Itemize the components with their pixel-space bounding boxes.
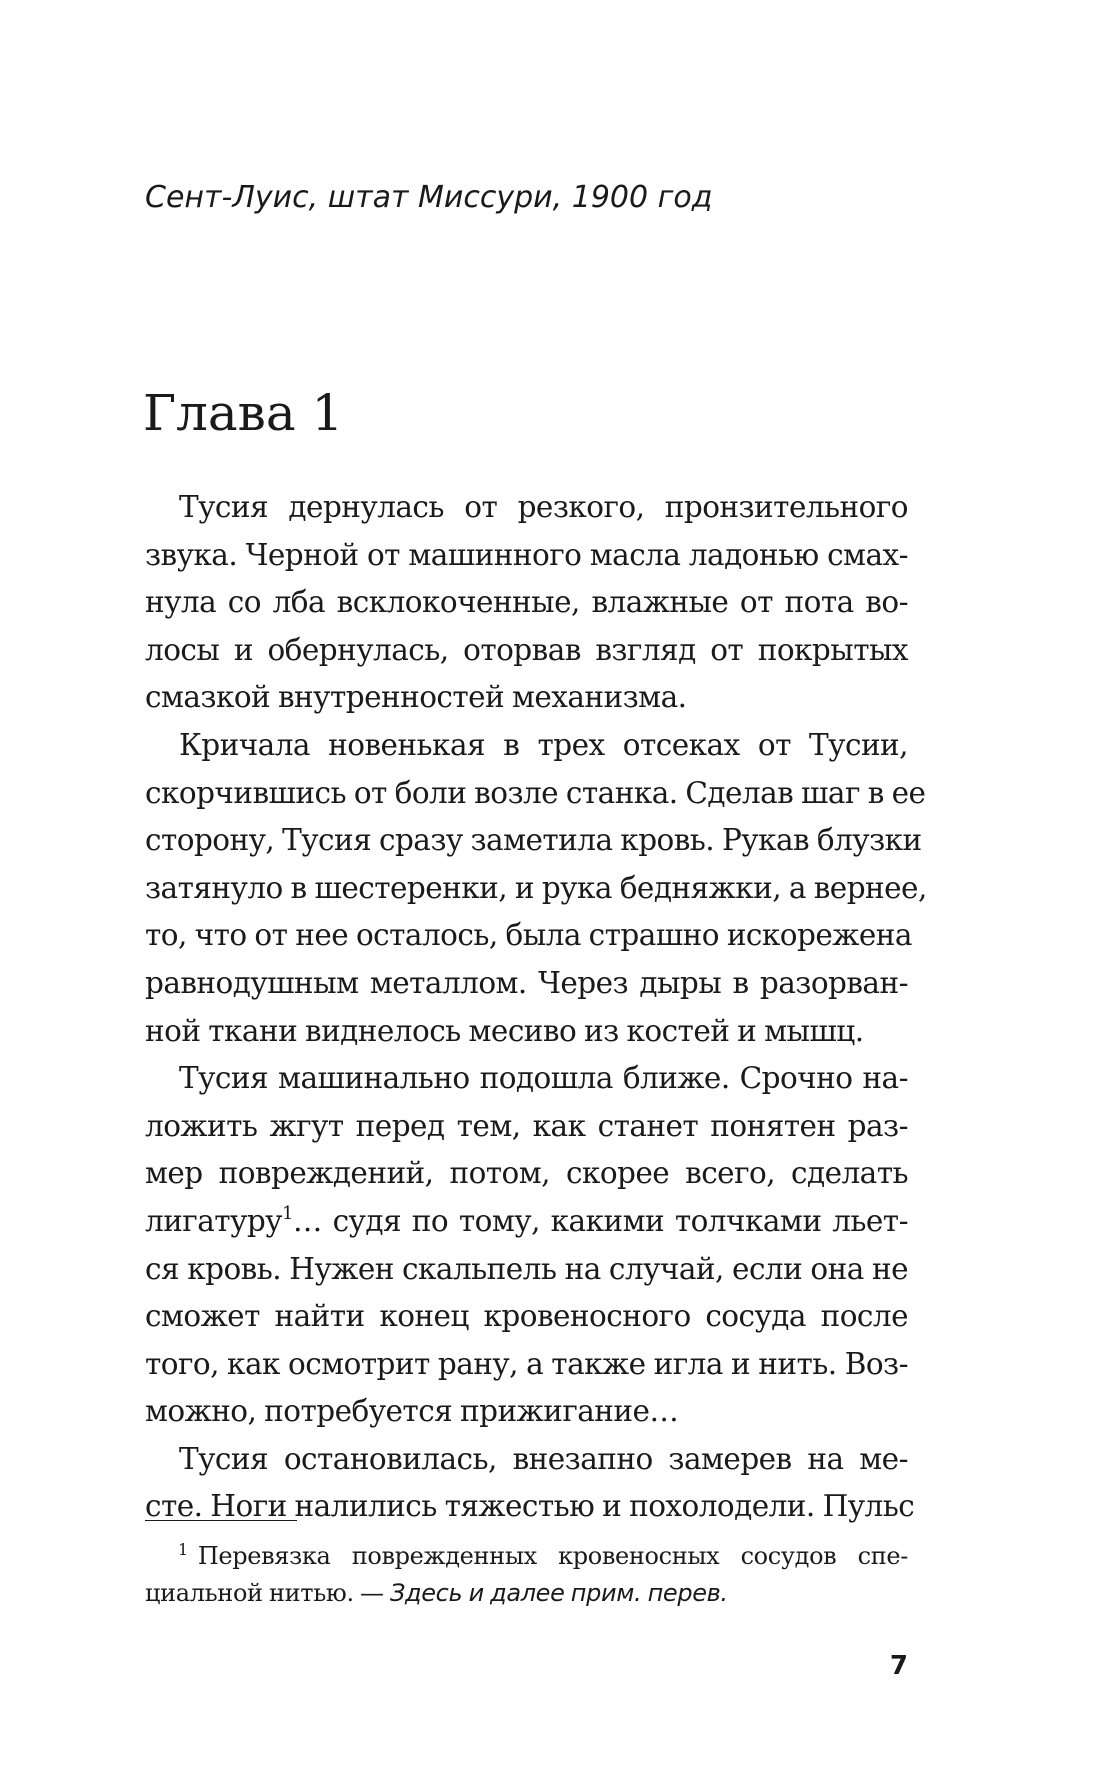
footnote <box>145 1538 908 1612</box>
page-number: 7 <box>889 1651 908 1681</box>
text-line: Тусия машинально подошла ближе. Срочно на- <box>179 1061 908 1096</box>
text-line: сторону, Тусия сразу заметила кровь. Рукав блузки <box>145 823 922 858</box>
text-line: затянуло в шестеренки, и рука бедняжки, а вернее, <box>145 870 927 905</box>
text-line: ложить жгут перед тем, как станет понятен раз- <box>145 1108 908 1143</box>
text-line: лосы и обернулась, оторвав взгляд от покрытых <box>145 632 908 667</box>
text-line: равнодушным металлом. Через дыры в разорван- <box>145 965 908 1000</box>
text-line-rest: … судя по тому, какими толчками льет- <box>292 1203 908 1238</box>
text-line: сможет найти конец кровеносного сосуда после <box>145 1299 908 1334</box>
text-line: нула со лба всклокоченные, влажные от пота во- <box>145 585 908 620</box>
chapter-text <box>145 484 927 1531</box>
text-line-with-footnote <box>145 1198 908 1246</box>
text-line: сте. Ноги налились тяжестью и похолодели. Пульс <box>145 1489 915 1524</box>
text-line: ной ткани виднелось месиво из костей и мышц. <box>145 1013 864 1048</box>
footnote-line <box>145 1575 908 1612</box>
footnote-number: 1 <box>178 1540 188 1559</box>
footnoted-word: лигатуру <box>145 1203 282 1238</box>
footnote-separator <box>145 1520 297 1521</box>
footnote-attribution: Здесь и далее прим. перев. <box>389 1579 728 1607</box>
text-line: ся кровь. Нужен скальпель на случай, если она не <box>145 1251 908 1286</box>
text-line: смазкой внутренностей механизма. <box>145 680 687 715</box>
chapter-title: Глава 1 <box>143 384 344 442</box>
text-line: скорчившись от боли возле станка. Сделав шаг в ее <box>145 775 926 810</box>
footnote-text: Перевязка поврежденных кровеносных сосудов спе- <box>197 1542 908 1570</box>
text-line: можно, потребуется прижигание… <box>145 1394 679 1429</box>
footnote-text: циальной нитью. — <box>145 1579 390 1607</box>
text-line: того, как осмотрит рану, а также игла и нить. Воз- <box>145 1346 908 1381</box>
footnote-line <box>145 1538 908 1575</box>
text-line: звука. Черной от машинного масла ладонью смах- <box>145 537 908 572</box>
text-line: Кричала новенькая в трех отсеках от Тусии, <box>179 727 908 762</box>
text-line: Тусия дернулась от резкого, пронзительного <box>179 490 908 524</box>
text-line: мер повреждений, потом, скорее всего, сделать <box>145 1156 908 1191</box>
text-line: то, что от нее осталось, была страшно искорежена <box>145 918 912 953</box>
text-line: Тусия остановилась, внезапно замерев на ме- <box>179 1441 908 1476</box>
footnote-reference[interactable]: 1 <box>281 1202 293 1224</box>
epigraph: Сент-Луис, штат Миссури, 1900 год <box>145 180 713 215</box>
